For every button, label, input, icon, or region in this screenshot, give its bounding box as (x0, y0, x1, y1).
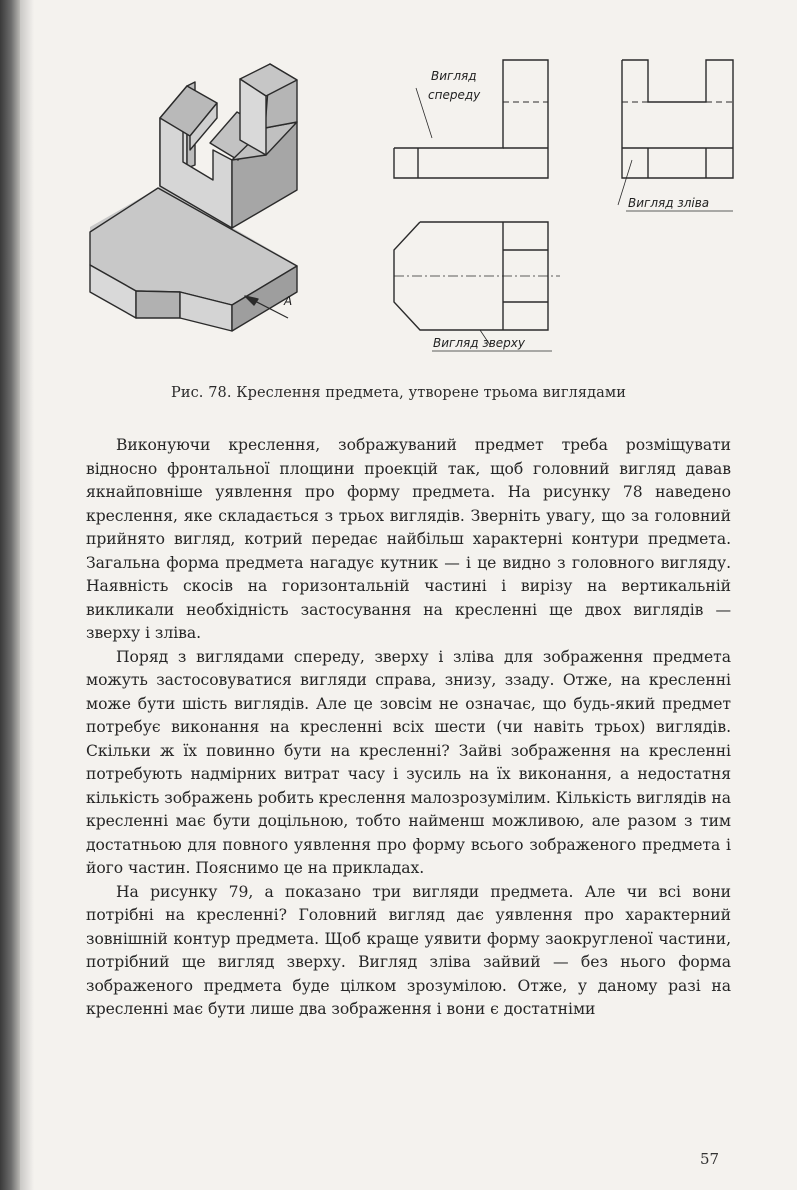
front-view-label-line2: спереду (428, 88, 481, 102)
isometric-object (90, 64, 297, 331)
left-view (618, 60, 733, 211)
body-text (86, 434, 731, 1022)
top-view-label: Вигляд зверху (433, 336, 525, 350)
figure-78 (0, 0, 797, 380)
left-view-label: Вигляд зліва (628, 196, 710, 210)
paragraph-2: Поряд з виглядами спереду, зверху і зліва для зображення предмета можуть застосовуватися вигляди справа, знизу, ззаду. Отже, на кресленні може бути шість виглядів. Але це зовсім не означає, що будь-який предмет потребує виконання на кресленні всіх шести (чи навіть трьох) виглядів. Скільки ж їх повинно бути на кресленні? Зайві зображення на кресленні потребують надмірних витрат часу і зусиль на їх виконання, а недостатня кількість зображень робить креслення малозрозумілим. Кількість виглядів на кресленні має бути доцільною, тобто найменш можливою, але разом з тим достатньою для повного уявлення про форму всього зображеного предмета і його частин. Пояснимо це на прикладах. (86, 647, 731, 877)
figure-caption: Рис. 78. Креслення предмета, утворене трьома виглядами (170, 385, 627, 401)
paragraph-1: Виконуючи креслення, зображуваний предмет треба розміщувати відносно фронтальної площини проекцій так, щоб головний вигляд давав якнайповніше уявлення про форму предмета. На рисунку 78 наведено креслення, яке складається з трьох виглядів. Зверніть увагу, що за головний прийнято вигляд, котрий передає найбільш характерні контури предмета. Загальна форма предмета нагадує кутник — і це видно з головного вигляду. Наявність скосів на горизонтальній частині і вирізу на вертикальній викликали необхідність застосування на кресленні ще двох виглядів — зверху і зліва. (86, 436, 731, 642)
top-view (394, 222, 560, 351)
paragraph-3: На рисунку 79, а показано три вигляди предмета. Але чи всі вони потрібні на кресленні? Головний вигляд дає уявлення про характерний зовнішній контур предмета. Щоб краще уявити форму заокругленої частини, потрібний ще вигляд зверху. Вигляд зліва зайвий — без нього форма зображеного предмета буде цілком зрозумілою. Отже, у даному разі на кресленні має бути лише два зображення і вони є достатніми (86, 882, 731, 1018)
drawing-views (0, 0, 797, 380)
arrow-label-a: А (284, 294, 293, 308)
front-view-label-line1: Вигляд (431, 69, 477, 83)
page-number: 57 (700, 1150, 720, 1168)
